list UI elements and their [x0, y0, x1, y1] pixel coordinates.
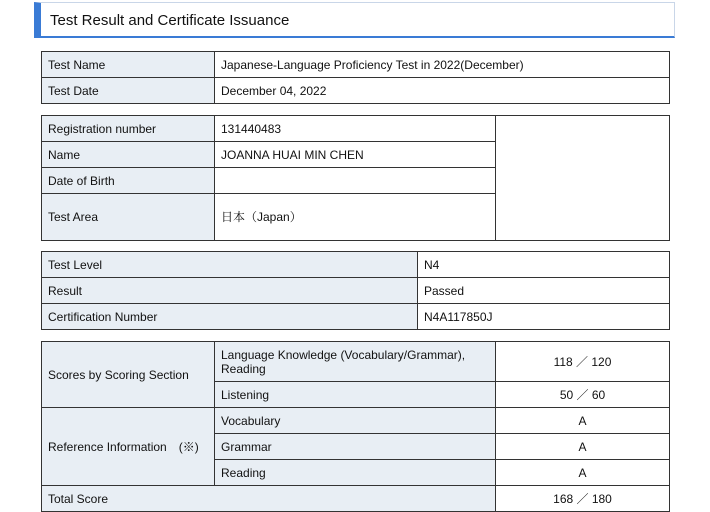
- language-knowledge-score: 118 ／ 120: [496, 342, 670, 382]
- total-score-value: 168 ／ 180: [496, 486, 670, 512]
- registration-value: 131440483: [215, 116, 496, 142]
- listening-score: 50 ／ 60: [496, 382, 670, 408]
- test-info-table: [41, 51, 670, 104]
- vocabulary-label: Vocabulary: [215, 408, 496, 434]
- listening-label: Listening: [215, 382, 496, 408]
- name-label: Name: [42, 142, 215, 168]
- test-name-value: Japanese-Language Proficiency Test in 2022(December): [215, 52, 670, 78]
- dob-value: [215, 168, 496, 194]
- scores-section-label: Scores by Scoring Section: [42, 342, 215, 408]
- page-header: [34, 2, 675, 38]
- vocabulary-grade: A: [496, 408, 670, 434]
- reference-information-label: Reference Information (※): [42, 408, 215, 486]
- result-value: Passed: [418, 278, 670, 304]
- test-area-value: 日本（Japan）: [215, 194, 496, 241]
- grammar-label: Grammar: [215, 434, 496, 460]
- test-level-value: N4: [418, 252, 670, 278]
- total-score-label: Total Score: [42, 486, 496, 512]
- test-date-value: December 04, 2022: [215, 78, 670, 104]
- page-title: Test Result and Certificate Issuance: [50, 12, 290, 29]
- photo-area: [496, 116, 670, 241]
- registration-label: Registration number: [42, 116, 215, 142]
- certification-number-label: Certification Number: [42, 304, 418, 330]
- candidate-table: [41, 115, 670, 241]
- test-name-label: Test Name: [42, 52, 215, 78]
- reading-label: Reading: [215, 460, 496, 486]
- dob-label: Date of Birth: [42, 168, 215, 194]
- certification-number-value: N4A117850J: [418, 304, 670, 330]
- test-level-label: Test Level: [42, 252, 418, 278]
- language-knowledge-label: Language Knowledge (Vocabulary/Grammar), Reading: [215, 342, 496, 382]
- grammar-grade: A: [496, 434, 670, 460]
- test-area-label: Test Area: [42, 194, 215, 241]
- reading-grade: A: [496, 460, 670, 486]
- scores-table: [41, 341, 670, 512]
- name-value: JOANNA HUAI MIN CHEN: [215, 142, 496, 168]
- result-table: [41, 251, 670, 330]
- test-date-label: Test Date: [42, 78, 215, 104]
- result-label: Result: [42, 278, 418, 304]
